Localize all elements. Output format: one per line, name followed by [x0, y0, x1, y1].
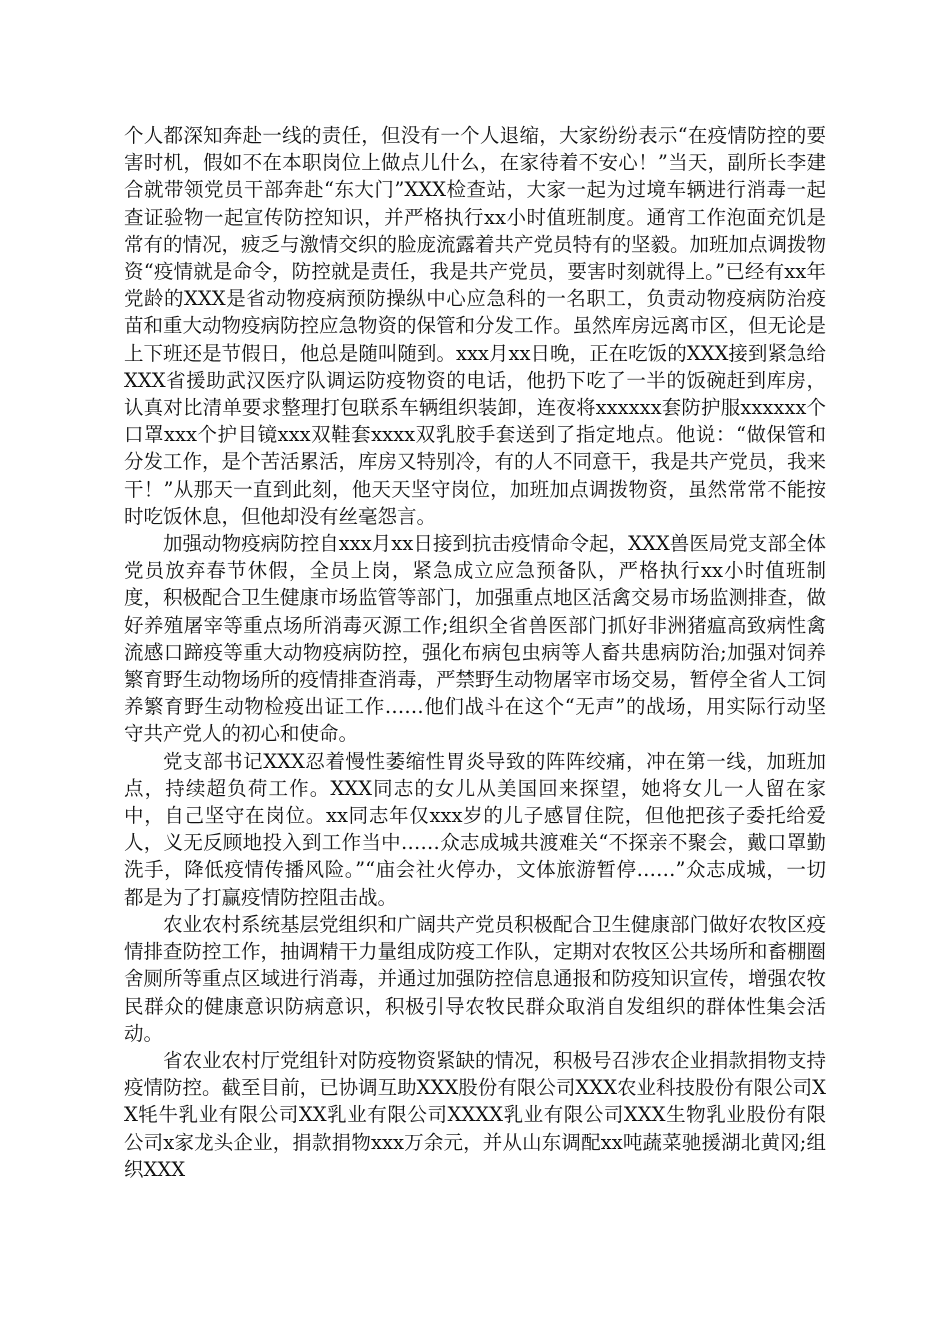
paragraph-1: 个人都深知奔赴一线的责任，但没有一个人退缩，大家纷纷表示“在疫情防控的要害时机，假如不在本职岗位上做点儿什么，在家待着不安心！”当天，副所长李建合就带领党员干部奔赴“东大门”XXX检查站，大家一起为过境车辆进行消毒一起查证验物一起宣传防控知识，并严格执行xx小时值班制度。通宵工作泡面充饥是常有的情况，疲乏与激情交织的脸庞流露着共产党员特有的坚毅。加班加点调拨物资“疫情就是命令，防控就是责任，我是共产党员，要害时刻就得上。”已经有xx年党龄的XXX是省动物疫病预防操纵中心应急科的一名职工，负责动物疫病防治疫苗和重大动物疫病防控应急物资的保管和分发工作。虽然库房远离市区，但无论是上下班还是节假日，他总是随叫随到。xxx月xx日晚，正在吃饭的XXX接到紧急给XXX省援助武汉医疗队调运防疫物资的电话，他扔下吃了一半的饭碗赶到库房，认真对比清单要求整理打包联系车辆组织装卸，连夜将xxxxxx套防护服xxxxxx个口罩xxx个护目镜xxx双鞋套xxxx双乳胶手套送到了指定地点。他说：“做保管和分发工作，是个苦活累活，库房又特别冷，有的人不同意干，我是共产党员，我来干！”从那天一直到此刻，他天天坚守岗位，加班加点调拨物资，虽然常常不能按时吃饭休息，但他却没有丝毫怨言。 [124, 124, 827, 528]
paragraph-2: 加强动物疫病防控自xxx月xx日接到抗击疫情命令起，XXX兽医局党支部全体党员放弃春节休假，全员上岗，紧急成立应急预备队，严格执行xx小时值班制度，积极配合卫生健康市场监管等部门，加强重点地区活禽交易市场监测排查，做好养殖屠宰等重点场所消毒灭源工作;组织全省兽医部门抓好非洲猪瘟高致病性禽流感口蹄疫等重大动物疫病防控，强化布病包虫病等人畜共患病防治;加强对饲养繁育野生动物场所的疫情排查消毒，严禁野生动物屠宰市场交易，暂停全省人工饲养繁育野生动物检疫出证工作……他们战斗在这个“无声”的战场，用实际行动坚守共产党人的初心和使命。 [124, 532, 827, 746]
paragraph-4: 农业农村系统基层党组织和广阔共产党员积极配合卫生健康部门做好农牧区疫情排查防控工作，抽调精干力量组成防疫工作队，定期对农牧区公共场所和畜棚圈舍厕所等重点区域进行消毒，并通过加强防控信息通报和防疫知识宣传，增强农牧民群众的健康意识防病意识，积极引导农牧民群众取消自发组织的群体性集会活动。 [124, 912, 827, 1045]
paragraph-3: 党支部书记XXX忍着慢性萎缩性胃炎导致的阵阵绞痛，冲在第一线，加班加点，持续超负荷工作。XXX同志的女儿从美国回来探望，她将女儿一人留在家中，自己坚守在岗位。xx同志年仅xxx岁的儿子感冒住院，但他把孩子委托给爱人，义无反顾地投入到工作当中……众志成城共渡难关“不探亲不聚会，戴口罩勤洗手，降低疫情传播风险。”“庙会社火停办，文体旅游暂停……”众志成城，一切都是为了打赢疫情防控阻击战。 [124, 749, 826, 909]
paragraph-5: 省农业农村厅党组针对防疫物资紧缺的情况，积极号召涉农企业捐款捐物支持疫情防控。截至目前，已协调互助XXX股份有限公司XXX农业科技股份有限公司XX牦牛乳业有限公司XX乳业有限公司XXXX乳业有限公司XXX生物乳业股份有限公司x家龙头企业，捐款捐物xxx万余元，并从山东调配xx吨蔬菜驰援湖北黄冈;组织XXX [124, 1048, 827, 1181]
document-body [124, 122, 826, 1183]
